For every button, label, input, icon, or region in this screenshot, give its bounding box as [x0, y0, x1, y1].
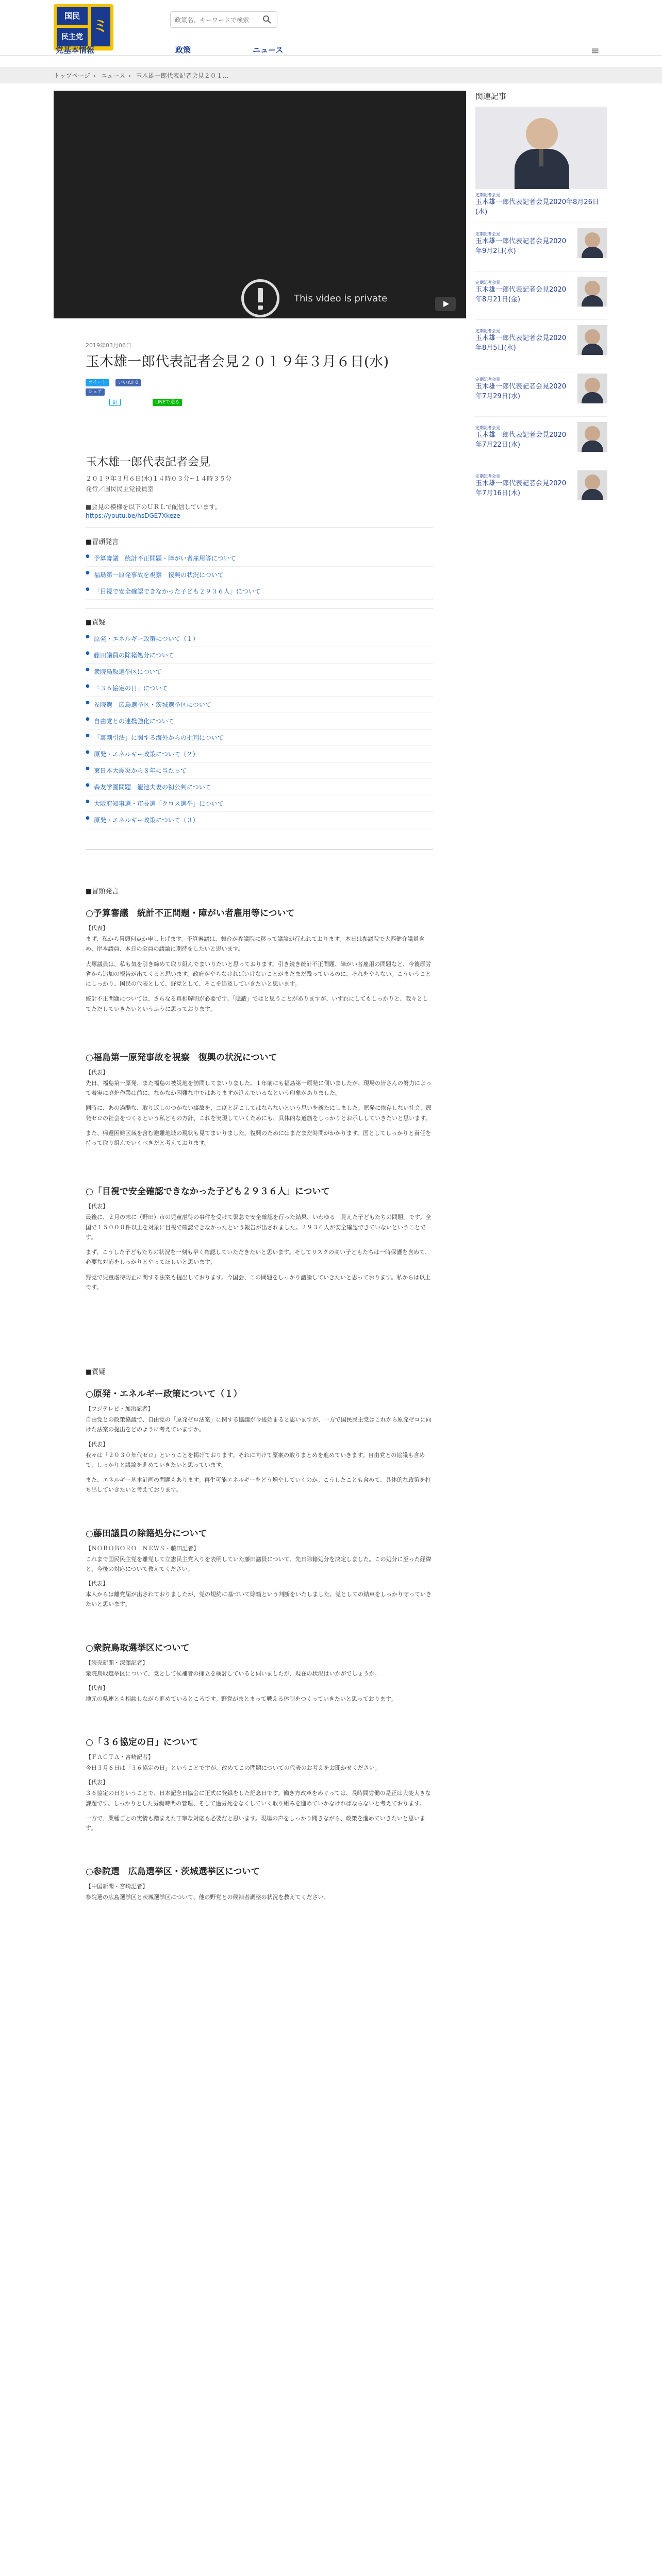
paragraph: 同時に、あの過酷な、取り返しのつかない事故を、二度と起こしてはならないという思いを新たにしました。原発に依存しない社会、原発ゼロの社会をつくるという私どもの方針、これを実現していくためにも、具体的な道筋をしっかりとお示ししていきたいと思います。: [86, 1105, 432, 1122]
search-icon[interactable]: [262, 14, 272, 25]
related-thumbnail[interactable]: [577, 228, 607, 258]
share-button[interactable]: シェア: [86, 388, 105, 396]
paragraph: 統計不正問題については、さらなる真相解明が必要です。「隠蔽」ではと思うことがありますが、いずれにしてもしっかりと、我々としてただしていきたいというふうに思っております。: [86, 995, 428, 1012]
post-date: 2019年03月06日: [86, 342, 131, 349]
paragraph: これまで国民民主党を離党して立憲民主党入りを表明していた藤田議員について、先日除籍処分を決定しました。この処分に至った経緯と、今後の対応について教えてください。: [86, 1555, 432, 1572]
toc-item[interactable]: ● 原発・エネルギー政策について（３）: [86, 812, 433, 828]
section-title: ○藤田議員の除籍処分について: [86, 1528, 207, 1539]
related-link[interactable]: 玉木雄一郎代表記者会見2020年9月2日(水): [475, 237, 567, 255]
section-title: ○福島第一原発事故を視察 復興の状況について: [86, 1052, 277, 1063]
related-category: 定期記者会見: [475, 328, 500, 333]
nav-policy[interactable]: 政策: [175, 45, 191, 55]
breadcrumb: トップページ › ニュース › 玉木雄一郎代表記者会見２０１…: [0, 67, 662, 83]
related-category: 定期記者会見: [475, 193, 500, 197]
private-video-icon: [241, 279, 279, 317]
speaker-label: 【ＮＯＲＯＢＯＲＯ ＮＥＷＳ・藤田記者】: [86, 1545, 199, 1552]
paragraph: 最後に、２月の末に（野田）市の児童虐待の事件を受けて緊急で安全確認を行った結果、いわゆる「見えた子どもたちの問題」です。全国で１５０００件以上を対象に目視で確認できなかったという報告が出されました。２９３６人が安全確認できていないということです。: [86, 1214, 432, 1241]
toc-item[interactable]: ● 衆院鳥取選挙区について: [86, 664, 433, 680]
paragraph: まず、こうした子どもたちの状況を一刻も早く確認していただきたいと思います。そしてリスクの高い子どもたちは一時保護を含めて、必要な対応をしっかりとやってほしいと思います。: [86, 1249, 431, 1266]
nav-party-info[interactable]: 党基本情報: [56, 45, 95, 55]
section-title: ○参院選 広島選挙区・茨城選挙区について: [86, 1867, 260, 1877]
site-logo[interactable]: [54, 4, 113, 50]
related-item[interactable]: [475, 223, 607, 271]
speaker-label: 【代表】: [86, 1069, 108, 1076]
youtube-link[interactable]: https://youtu.be/hsDGE7Xkeze: [86, 512, 180, 520]
logo-text-2: 民主党: [57, 28, 88, 46]
paragraph: 今日３月６日は「３６協定の日」ということですが、改めてこの問題についての代表のお考えをお聞かせください。: [86, 1765, 380, 1772]
related-articles-sidebar: [475, 91, 607, 513]
section-title: ○予算審議 統計不正問題・障がい者雇用等について: [86, 908, 295, 919]
section-title: ○「３６協定の日」について: [86, 1737, 198, 1748]
speaker-label: 【ＦＡＣＴＡ・宮崎記者】: [86, 1754, 154, 1761]
paragraph: 先日、福島第一原発、また福島の被災地を訪問してまいりました。１年前にも福島第一原発に伺いましたが、現場の皆さんの努力によって着実に廃炉作業は前に、なかなか困難な中ではありますが進んでいるなという印象がありました。: [86, 1079, 432, 1097]
toc-item[interactable]: ● 「目視で安全確認できなかった子ども２９３６人」について: [86, 583, 433, 600]
related-category: 定期記者会見: [475, 280, 500, 285]
related-item[interactable]: [475, 319, 607, 368]
toc-item[interactable]: ● 「３６協定の日」について: [86, 680, 433, 697]
related-category: 定期記者会見: [475, 473, 500, 479]
related-link[interactable]: 玉木雄一郎代表記者会見2020年8月21日(金): [475, 285, 567, 303]
toc-item[interactable]: ● 自由党との連携強化について: [86, 713, 433, 730]
related-link[interactable]: 玉木雄一郎代表記者会見2020年7月29日(水): [475, 382, 567, 400]
search-input[interactable]: [175, 14, 259, 26]
tweet-button[interactable]: ツイート: [86, 379, 109, 386]
breadcrumb-home[interactable]: トップページ: [54, 72, 90, 79]
opening-heading: ■冒頭発言: [86, 888, 119, 896]
qa-heading: ■質疑: [86, 1368, 106, 1377]
section-title: ○原発・エネルギー政策について（１）: [86, 1389, 242, 1400]
toc-item[interactable]: ● 大阪府知事選・市長選「クロス選挙」について: [86, 795, 433, 812]
related-item[interactable]: [475, 416, 607, 465]
paragraph: 参院選の広島選挙区と茨城選挙区について、他の野党との候補者調整の状況を教えてください。: [86, 1894, 329, 1901]
speaker-label: 【読売新聞・深澤記者】: [86, 1659, 148, 1666]
related-item[interactable]: [475, 368, 607, 416]
paragraph: まず、私から冒頭何点か申し上げます。予算審議は、舞台が参議院に移って議論が行われております。本日は参議院で大西健介議員含め、岸本議員、本日の全員の議論に期待をしたいと思います。: [86, 936, 425, 953]
related-thumbnail[interactable]: [577, 277, 607, 307]
speaker-label: 【フジテレビ・加治記者】: [86, 1405, 154, 1413]
paragraph: 我々は「２０３０年代ゼロ」ということを掲げております。それに向けて原案の取りまとめを進めていきます。自由党との協議も含めて、しっかりと議論を進めていきたいと思っています。: [86, 1451, 425, 1468]
breadcrumb-news[interactable]: ニュース: [101, 72, 125, 79]
sidebar-title: 関連記事: [475, 92, 507, 101]
line-share-button[interactable]: LINEで送る: [153, 399, 182, 406]
toc-item[interactable]: ● 参院選 広島選挙区・茨城選挙区について: [86, 697, 433, 713]
toc-item[interactable]: ● 原発・エネルギー政策について（１）: [86, 631, 433, 647]
speaker-label: 【代表】: [86, 1779, 108, 1786]
toc-item[interactable]: ● 福島第一原発事故を視察 復興の状況について: [86, 567, 433, 583]
video-player[interactable]: [54, 91, 466, 318]
paragraph: 野党で児童虐待防止に関する法案も提出しております。今国会、この問題をしっかり議論していきたいと思っております。私からは以上です。: [86, 1274, 431, 1291]
search-box: [170, 11, 277, 28]
toc-item[interactable]: ● 藤田議員の除籍処分について: [86, 647, 433, 664]
related-link[interactable]: 玉木雄一郎代表記者会見2020年8月5日(水): [475, 334, 567, 352]
speaker-label: 【代表】: [86, 1203, 108, 1210]
related-link[interactable]: 玉木雄一郎代表記者会見2020年8月26日(水): [475, 198, 599, 216]
hamburger-menu-icon[interactable]: ≡: [591, 44, 600, 57]
section-title: ○「目視で安全確認できなかった子ども２９３６人」について: [86, 1187, 330, 1197]
speaker-label: 【代表】: [86, 925, 108, 932]
press-time: ２０１９年３月６日(水)１４時０３分~１４時３５分: [86, 475, 232, 482]
related-thumbnail[interactable]: [577, 470, 607, 500]
microphone-icon: [539, 149, 543, 166]
related-category: 定期記者会見: [475, 377, 500, 382]
paragraph: 自由党との政策協議で、自由党の「原発ゼロ法案」に関する協議が今後始まると思いますが、一方で国民民主党はこれから原発ゼロに向けた法案の提出をどのように考えていますか。: [86, 1416, 432, 1433]
paragraph: また、帰還困難区域を含む避難地域の現状も見てまいりました。復興のためにはまだまだ時間がかかります。国としてしっかりと責任を持って取り組んでいくべきだと考えております。: [86, 1129, 432, 1147]
related-link[interactable]: 玉木雄一郎代表記者会見2020年7月16日(木): [475, 479, 567, 497]
article-heading: 玉木雄一郎代表記者会見: [86, 456, 211, 469]
toc-opening-heading: ■冒頭発言: [86, 538, 119, 547]
related-hero-image[interactable]: [475, 107, 607, 189]
related-category: 定期記者会見: [475, 425, 500, 430]
paragraph: 衆院鳥取選挙区について、党として候補者の擁立を検討していると伺いましたが、現在の状況はいかがでしょうか。: [86, 1670, 380, 1677]
toc-item[interactable]: ● 予算審議 統計不正問題・障がい者雇用等について: [86, 550, 433, 567]
related-item[interactable]: [475, 271, 607, 319]
related-thumbnail[interactable]: [577, 422, 607, 452]
related-category: 定期記者会見: [475, 231, 500, 236]
video-private-message: This video is private: [294, 293, 388, 304]
paragraph: 本人からは離党届が出されておりましたが、党の規約に基づいて除籍という判断をいたしました。党としての結束をしっかり守っていきたいと思います。: [86, 1591, 432, 1608]
site-header: [0, 0, 662, 56]
toc-item[interactable]: ● 「裏割引法」に関する海外からの批判について: [86, 730, 433, 746]
related-thumbnail[interactable]: [577, 374, 607, 403]
speaker-photo: [526, 118, 558, 150]
toc-item[interactable]: ● 森友学園問題 籠池夫妻の初公判について: [86, 779, 433, 795]
publisher: 発行／国民民主党役員室: [86, 485, 154, 493]
related-thumbnail[interactable]: [577, 325, 607, 355]
toc-item[interactable]: ● 原発・エネルギー政策について（２）: [86, 746, 433, 762]
section-title: ○衆院鳥取選挙区について: [86, 1642, 190, 1653]
video-note: ■会見の模様を以下のＵＲＬで配信しています。: [86, 503, 221, 511]
speaker-label: 【代表】: [86, 1684, 108, 1691]
paragraph: 地元の県連とも相談しながら進めているところです。野党がまとまって戦える体制をつくっていきたいと思っております。: [86, 1695, 396, 1702]
paragraph: また、エネルギー基本計画の問題もあります。再生可能エネルギーをどう増やしていくのか。こうしたことも含めて、具体的な政策を打ち出していきたいと考えております。: [86, 1477, 431, 1494]
youtube-icon[interactable]: [435, 297, 456, 311]
toc-item[interactable]: ● 東日本大震災から８年に当たって: [86, 762, 433, 779]
related-link[interactable]: 玉木雄一郎代表記者会見2020年7月22日(水): [475, 431, 567, 449]
hatena-bookmark-button[interactable]: B!: [109, 399, 121, 406]
paragraph: ３６協定の日ということで、日本記念日協会に正式に登録をした記念日です。働き方改革をめぐっては、長時間労働の是正は大変大きな課題です。しっかりとした労働時間の管理、そして過労死をなくしていく取り組みを進めていかなければならないと考えております。: [86, 1790, 431, 1807]
logo-mark: ミ: [91, 7, 110, 46]
speaker-label: 【中国新聞・宮崎記者】: [86, 1883, 148, 1890]
toc-qa-heading: ■質疑: [86, 619, 106, 627]
related-item[interactable]: [475, 465, 607, 513]
paragraph: 一方で、業種ごとの実情も踏まえた丁寧な対応も必要だと思います。現場の声をしっかり聞きながら、政策を進めていきたいと思います。: [86, 1815, 425, 1832]
breadcrumb-current: 玉木雄一郎代表記者会見２０１…: [136, 72, 229, 79]
article-body: [86, 453, 433, 1908]
logo-text-1: 国民: [57, 7, 88, 25]
paragraph: 大塚議員は、私も気を引き締めて取り組んでまいりたいと思っております。引き続き統計不正問題、障がい者雇用の問題など、今後厚労省から追加の報告が出てくると思います。政府がやらなければいけないことがまだまだ残っているのに、それをやらない。こういうことにしっかり、国民の代表として、野党として、そこを追及していきたいと思います。: [86, 960, 432, 988]
speaker-label: 【代表】: [86, 1580, 108, 1587]
nav-news[interactable]: ニュース: [253, 45, 284, 55]
like-button[interactable]: いいね! 0: [115, 379, 141, 386]
page-title: 玉木雄一郎代表記者会見２０１９年３月６日(水): [86, 354, 389, 370]
speaker-label: 【代表】: [86, 1440, 108, 1448]
